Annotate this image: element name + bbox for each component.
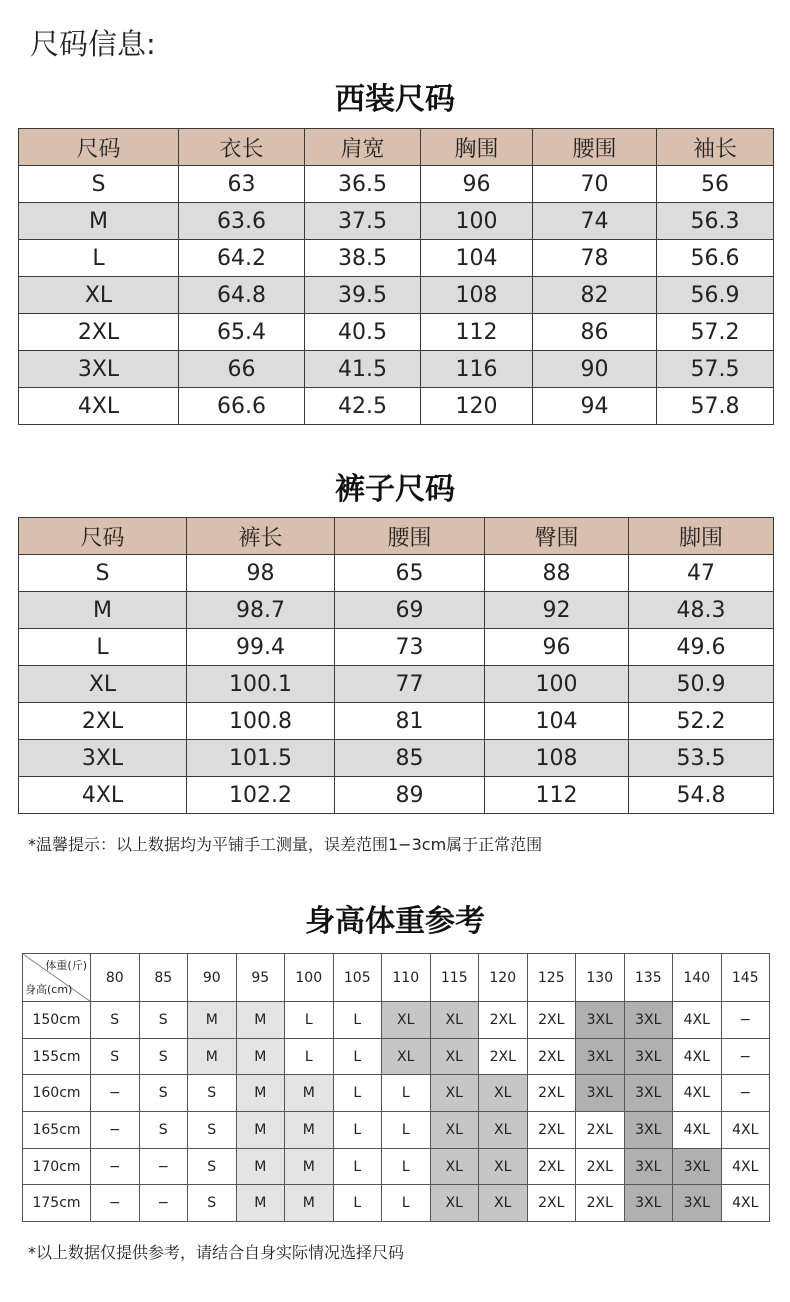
- size-recommendation-cell: 4XL: [673, 1112, 722, 1149]
- size-label-cell: M: [19, 592, 187, 629]
- weight-header-cell: 115: [430, 954, 479, 1002]
- size-recommendation-cell: −: [139, 1148, 188, 1185]
- size-recommendation-cell: S: [91, 1002, 140, 1039]
- measurement-cell: 100: [485, 666, 629, 703]
- header-cell: 腰围: [335, 518, 485, 555]
- measurement-cell: 50.9: [629, 666, 774, 703]
- size-recommendation-cell: 2XL: [527, 1038, 576, 1075]
- header-cell: 衣长: [179, 129, 305, 166]
- pants-size-table: [18, 517, 774, 814]
- table-row: [19, 240, 774, 277]
- weight-header-cell: 85: [139, 954, 188, 1002]
- size-recommendation-cell: 4XL: [673, 1002, 722, 1039]
- measurement-cell: 77: [335, 666, 485, 703]
- measurement-cell: 99.4: [187, 629, 335, 666]
- measurement-cell: 40.5: [305, 314, 421, 351]
- measurement-cell: 56: [657, 166, 774, 203]
- size-label-cell: 4XL: [19, 777, 187, 814]
- table-row: [19, 203, 774, 240]
- measurement-note: *温馨提示：以上数据均为平铺手工测量，误差范围1−3cm属于正常范围: [28, 835, 543, 854]
- size-recommendation-cell: 4XL: [721, 1148, 770, 1185]
- measurement-cell: 53.5: [629, 740, 774, 777]
- size-recommendation-cell: S: [91, 1038, 140, 1075]
- measurement-cell: 102.2: [187, 777, 335, 814]
- measurement-cell: 112: [421, 314, 533, 351]
- height-axis-label: 身高(cm): [25, 983, 73, 996]
- measurement-cell: 63: [179, 166, 305, 203]
- size-recommendation-cell: −: [721, 1002, 770, 1039]
- size-recommendation-cell: 3XL: [673, 1148, 722, 1185]
- size-recommendation-cell: S: [188, 1112, 237, 1149]
- size-recommendation-cell: M: [236, 1075, 285, 1112]
- reference-note: *以上数据仅提供参考，请结合自身实际情况选择尺码: [28, 1243, 405, 1262]
- measurement-cell: 78: [533, 240, 657, 277]
- measurement-cell: 63.6: [179, 203, 305, 240]
- measurement-cell: 56.3: [657, 203, 774, 240]
- measurement-cell: 85: [335, 740, 485, 777]
- size-recommendation-cell: −: [91, 1185, 140, 1222]
- measurement-cell: 81: [335, 703, 485, 740]
- size-label-cell: XL: [19, 666, 187, 703]
- height-label-cell: 150cm: [23, 1002, 91, 1039]
- size-recommendation-cell: M: [285, 1185, 334, 1222]
- size-recommendation-cell: S: [139, 1002, 188, 1039]
- measurement-cell: 74: [533, 203, 657, 240]
- size-recommendation-cell: L: [333, 1075, 382, 1112]
- size-recommendation-cell: −: [91, 1148, 140, 1185]
- size-recommendation-cell: L: [285, 1002, 334, 1039]
- size-recommendation-cell: XL: [382, 1002, 431, 1039]
- size-recommendation-cell: XL: [479, 1112, 528, 1149]
- measurement-cell: 52.2: [629, 703, 774, 740]
- size-recommendation-cell: S: [188, 1075, 237, 1112]
- size-recommendation-cell: L: [333, 1185, 382, 1222]
- header-cell: 肩宽: [305, 129, 421, 166]
- suit-size-title: 西装尺码: [335, 82, 455, 117]
- header-cell: 腰围: [533, 129, 657, 166]
- weight-header-cell: 120: [479, 954, 528, 1002]
- measurement-cell: 54.8: [629, 777, 774, 814]
- page-heading: 尺码信息:: [30, 27, 156, 61]
- measurement-cell: 82: [533, 277, 657, 314]
- size-recommendation-cell: 2XL: [576, 1148, 625, 1185]
- size-recommendation-cell: S: [139, 1075, 188, 1112]
- measurement-cell: 104: [421, 240, 533, 277]
- weight-header-cell: 100: [285, 954, 334, 1002]
- size-recommendation-cell: 3XL: [624, 1038, 673, 1075]
- measurement-cell: 100: [421, 203, 533, 240]
- height-row: [23, 1002, 770, 1039]
- height-label-cell: 155cm: [23, 1038, 91, 1075]
- height-label-cell: 170cm: [23, 1148, 91, 1185]
- height-row: [23, 1112, 770, 1149]
- size-recommendation-cell: 3XL: [624, 1002, 673, 1039]
- measurement-cell: 66: [179, 351, 305, 388]
- measurement-cell: 64.8: [179, 277, 305, 314]
- size-recommendation-cell: S: [139, 1038, 188, 1075]
- measurement-cell: 100.8: [187, 703, 335, 740]
- size-recommendation-cell: L: [382, 1112, 431, 1149]
- table-row: [19, 314, 774, 351]
- size-label-cell: S: [19, 166, 179, 203]
- measurement-cell: 38.5: [305, 240, 421, 277]
- measurement-cell: 48.3: [629, 592, 774, 629]
- pants-header-row: [19, 518, 774, 555]
- size-recommendation-cell: 2XL: [527, 1075, 576, 1112]
- measurement-cell: 108: [485, 740, 629, 777]
- size-recommendation-cell: −: [721, 1075, 770, 1112]
- height-label-cell: 175cm: [23, 1185, 91, 1222]
- header-cell: 胸围: [421, 129, 533, 166]
- measurement-cell: 57.8: [657, 388, 774, 425]
- measurement-cell: 92: [485, 592, 629, 629]
- table-row: [19, 740, 774, 777]
- size-label-cell: 2XL: [19, 703, 187, 740]
- measurement-cell: 37.5: [305, 203, 421, 240]
- measurement-cell: 36.5: [305, 166, 421, 203]
- table-row: [19, 703, 774, 740]
- measurement-cell: 65: [335, 555, 485, 592]
- table-row: [19, 666, 774, 703]
- weight-header-cell: 110: [382, 954, 431, 1002]
- measurement-cell: 90: [533, 351, 657, 388]
- size-recommendation-cell: 4XL: [673, 1075, 722, 1112]
- size-recommendation-cell: M: [285, 1112, 334, 1149]
- size-recommendation-cell: 2XL: [527, 1148, 576, 1185]
- header-cell: 臀围: [485, 518, 629, 555]
- weight-header-cell: 130: [576, 954, 625, 1002]
- size-recommendation-cell: −: [91, 1075, 140, 1112]
- size-recommendation-cell: L: [382, 1075, 431, 1112]
- size-recommendation-cell: 4XL: [721, 1112, 770, 1149]
- weight-header-cell: 145: [721, 954, 770, 1002]
- measurement-cell: 120: [421, 388, 533, 425]
- size-label-cell: L: [19, 240, 179, 277]
- size-label-cell: S: [19, 555, 187, 592]
- header-cell: 脚围: [629, 518, 774, 555]
- size-recommendation-cell: 3XL: [624, 1148, 673, 1185]
- measurement-cell: 56.9: [657, 277, 774, 314]
- weight-header-cell: 140: [673, 954, 722, 1002]
- size-recommendation-cell: 2XL: [527, 1185, 576, 1222]
- weight-axis-label: 体重(斤): [45, 959, 87, 972]
- size-recommendation-cell: XL: [430, 1185, 479, 1222]
- table-row: [19, 277, 774, 314]
- table-row: [19, 592, 774, 629]
- measurement-cell: 64.2: [179, 240, 305, 277]
- measurement-cell: 39.5: [305, 277, 421, 314]
- size-recommendation-cell: XL: [430, 1075, 479, 1112]
- measurement-cell: 96: [421, 166, 533, 203]
- size-label-cell: 2XL: [19, 314, 179, 351]
- size-recommendation-cell: 3XL: [673, 1185, 722, 1222]
- weight-header-cell: 90: [188, 954, 237, 1002]
- measurement-cell: 57.5: [657, 351, 774, 388]
- measurement-cell: 41.5: [305, 351, 421, 388]
- table-row: [19, 629, 774, 666]
- height-row: [23, 1148, 770, 1185]
- size-recommendation-cell: L: [333, 1038, 382, 1075]
- size-recommendation-cell: 3XL: [624, 1185, 673, 1222]
- size-recommendation-cell: −: [139, 1185, 188, 1222]
- size-recommendation-cell: −: [721, 1038, 770, 1075]
- height-row: [23, 1185, 770, 1222]
- measurement-cell: 65.4: [179, 314, 305, 351]
- measurement-cell: 96: [485, 629, 629, 666]
- size-recommendation-cell: 2XL: [576, 1185, 625, 1222]
- size-label-cell: 4XL: [19, 388, 179, 425]
- size-label-cell: L: [19, 629, 187, 666]
- size-recommendation-cell: 2XL: [527, 1112, 576, 1149]
- measurement-cell: 42.5: [305, 388, 421, 425]
- size-recommendation-cell: 2XL: [527, 1002, 576, 1039]
- height-row: [23, 1038, 770, 1075]
- size-recommendation-cell: XL: [430, 1112, 479, 1149]
- size-recommendation-cell: 3XL: [576, 1075, 625, 1112]
- measurement-cell: 70: [533, 166, 657, 203]
- size-recommendation-cell: M: [236, 1002, 285, 1039]
- height-label-cell: 165cm: [23, 1112, 91, 1149]
- size-recommendation-cell: S: [188, 1185, 237, 1222]
- size-recommendation-cell: XL: [430, 1002, 479, 1039]
- size-recommendation-cell: 4XL: [673, 1038, 722, 1075]
- size-recommendation-cell: M: [285, 1075, 334, 1112]
- weight-header-row: [23, 954, 770, 1002]
- size-recommendation-cell: XL: [382, 1038, 431, 1075]
- size-recommendation-cell: M: [236, 1148, 285, 1185]
- size-recommendation-cell: 3XL: [576, 1002, 625, 1039]
- size-label-cell: 3XL: [19, 740, 187, 777]
- size-recommendation-cell: M: [236, 1038, 285, 1075]
- table-row: [19, 166, 774, 203]
- measurement-cell: 100.1: [187, 666, 335, 703]
- measurement-cell: 73: [335, 629, 485, 666]
- corner-cell: [23, 954, 91, 1002]
- header-cell: 裤长: [187, 518, 335, 555]
- size-recommendation-cell: M: [188, 1038, 237, 1075]
- measurement-cell: 57.2: [657, 314, 774, 351]
- size-recommendation-cell: L: [285, 1038, 334, 1075]
- size-recommendation-cell: S: [188, 1148, 237, 1185]
- weight-header-cell: 80: [91, 954, 140, 1002]
- size-recommendation-cell: 3XL: [624, 1075, 673, 1112]
- size-recommendation-cell: XL: [430, 1038, 479, 1075]
- table-row: [19, 777, 774, 814]
- table-row: [19, 388, 774, 425]
- measurement-cell: 101.5: [187, 740, 335, 777]
- size-recommendation-cell: 3XL: [576, 1038, 625, 1075]
- size-recommendation-cell: L: [333, 1002, 382, 1039]
- size-recommendation-cell: M: [188, 1002, 237, 1039]
- measurement-cell: 86: [533, 314, 657, 351]
- size-label-cell: XL: [19, 277, 179, 314]
- size-recommendation-cell: 4XL: [721, 1185, 770, 1222]
- suit-header-row: [19, 129, 774, 166]
- size-recommendation-cell: L: [382, 1185, 431, 1222]
- height-label-cell: 160cm: [23, 1075, 91, 1112]
- size-recommendation-cell: M: [236, 1185, 285, 1222]
- size-recommendation-cell: L: [333, 1148, 382, 1185]
- size-label-cell: 3XL: [19, 351, 179, 388]
- height-row: [23, 1075, 770, 1112]
- weight-header-cell: 125: [527, 954, 576, 1002]
- measurement-cell: 89: [335, 777, 485, 814]
- measurement-cell: 49.6: [629, 629, 774, 666]
- size-recommendation-cell: XL: [479, 1075, 528, 1112]
- measurement-cell: 98: [187, 555, 335, 592]
- header-cell: 袖长: [657, 129, 774, 166]
- table-row: [19, 555, 774, 592]
- table-row: [19, 351, 774, 388]
- measurement-cell: 56.6: [657, 240, 774, 277]
- size-recommendation-cell: M: [285, 1148, 334, 1185]
- measurement-cell: 104: [485, 703, 629, 740]
- reference-title: 身高体重参考: [305, 904, 485, 939]
- measurement-cell: 112: [485, 777, 629, 814]
- height-weight-table: [22, 953, 770, 1222]
- size-recommendation-cell: XL: [479, 1148, 528, 1185]
- size-label-cell: M: [19, 203, 179, 240]
- size-recommendation-cell: XL: [479, 1185, 528, 1222]
- measurement-cell: 108: [421, 277, 533, 314]
- size-recommendation-cell: S: [139, 1112, 188, 1149]
- size-recommendation-cell: L: [333, 1112, 382, 1149]
- size-recommendation-cell: 3XL: [624, 1112, 673, 1149]
- measurement-cell: 66.6: [179, 388, 305, 425]
- header-cell: 尺码: [19, 129, 179, 166]
- suit-size-table: [18, 128, 774, 425]
- size-recommendation-cell: 2XL: [479, 1002, 528, 1039]
- measurement-cell: 47: [629, 555, 774, 592]
- size-recommendation-cell: L: [382, 1148, 431, 1185]
- weight-header-cell: 135: [624, 954, 673, 1002]
- weight-header-cell: 105: [333, 954, 382, 1002]
- pants-size-title: 裤子尺码: [335, 472, 455, 507]
- size-recommendation-cell: 2XL: [479, 1038, 528, 1075]
- weight-header-cell: 95: [236, 954, 285, 1002]
- measurement-cell: 116: [421, 351, 533, 388]
- size-recommendation-cell: M: [236, 1112, 285, 1149]
- measurement-cell: 98.7: [187, 592, 335, 629]
- measurement-cell: 69: [335, 592, 485, 629]
- size-recommendation-cell: 2XL: [576, 1112, 625, 1149]
- measurement-cell: 94: [533, 388, 657, 425]
- size-recommendation-cell: −: [91, 1112, 140, 1149]
- measurement-cell: 88: [485, 555, 629, 592]
- header-cell: 尺码: [19, 518, 187, 555]
- size-recommendation-cell: XL: [430, 1148, 479, 1185]
